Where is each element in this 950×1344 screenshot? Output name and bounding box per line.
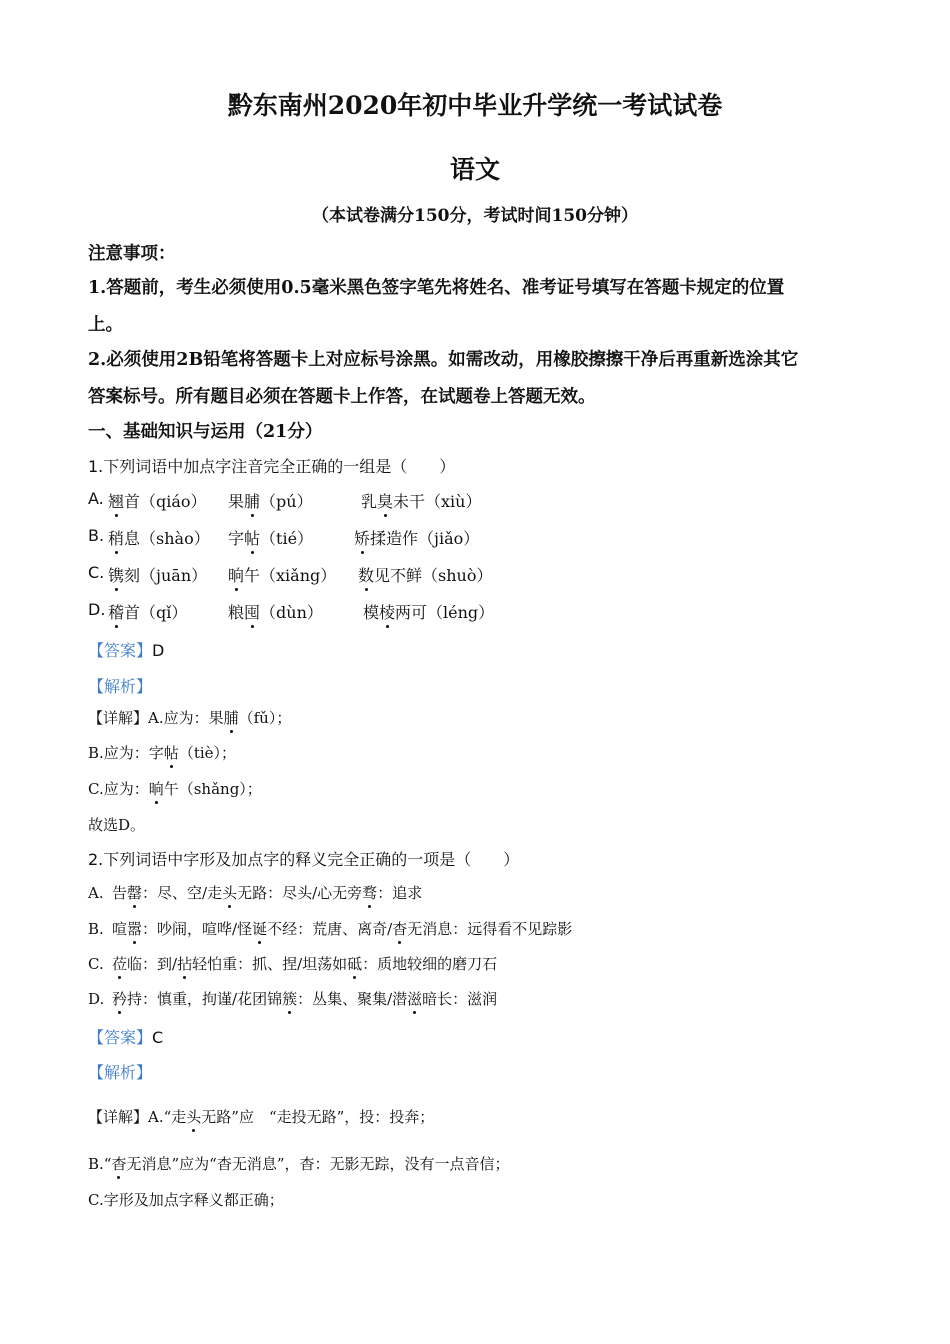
q2-option-a: A. 告罄：尽、空/走头无路：尽头/心无旁骛：追求: [88, 884, 423, 902]
q1-analysis-tag: 【解析】: [88, 677, 153, 696]
q1-detail-a: 【详解】A.应为：果脯（fǔ）；: [88, 709, 292, 727]
q1-stem: 1.下列词语中加点字注音完全正确的一组是（ ）: [88, 457, 456, 476]
q1-option-a: A. 翘首（qiáo） 果脯（pú） 乳臭未干（xiù）: [88, 489, 482, 511]
q2-option-b: B. 喧嚣：吵闹，喧哗/怪诞不经：荒唐、离奇/杳无消息：远得看不见踪影: [88, 920, 573, 938]
q2-stem: 2.下列词语中字形及加点字的释义完全正确的一项是（ ）: [88, 850, 520, 869]
section-1-heading: 一、基础知识与运用（21分）: [88, 422, 323, 442]
q1-c-word-2: 晌午（xiǎng）: [228, 563, 336, 586]
q1-b-word-1: 稍息（shào）: [108, 526, 210, 549]
q1-a-word-3: 乳臭未干（xiù）: [361, 489, 481, 512]
q1-b-word-2: 字帖（tié）: [228, 526, 313, 549]
q1-detail-b: B.应为：字帖（tiè）；: [88, 744, 237, 762]
score-time-note: （本试卷满分150分，考试时间150分钟）: [312, 206, 638, 226]
notice-item-2-line-1: 2.必须使用2B铅笔将答题卡上对应标号涂黑。如需改动，用橡胶擦擦干净后再重新选涂其它: [88, 350, 799, 370]
q1-d-word-1: 稽首（qǐ）: [108, 600, 187, 623]
q1-detail-c: C.应为：晌午（shǎng）；: [88, 780, 262, 798]
q1-a-word-1: 翘首（qiáo）: [108, 489, 207, 512]
q1-option-b: B. 稍息（shào） 字帖（tié） 矫揉造作（jiǎo）: [88, 526, 480, 548]
q2-analysis-tag: 【解析】: [88, 1063, 153, 1082]
q1-d-word-3: 模棱两可（léng）: [363, 600, 494, 623]
q1-c-word-3: 数见不鲜（shuò）: [358, 563, 492, 586]
q1-b-word-3: 矫揉造作（jiǎo）: [354, 526, 479, 549]
q2-detail-a: 【详解】A.“走头无路”应 “走投无路”，投：投奔；: [88, 1108, 435, 1126]
notice-item-1-line-1: 1.答题前，考生必须使用0.5毫米黑色签字笔先将姓名、准考证号填写在答题卡规定的位置: [88, 278, 785, 298]
q2-option-d: D. 矜持：慎重，拘谨/花团锦簇：丛集、聚集/潜滋暗长：滋润: [88, 990, 498, 1008]
exam-title: 黔东南州2020年初中毕业升学统一考试试卷: [227, 91, 723, 120]
q2-detail-c: C.字形及加点字释义都正确；: [88, 1191, 284, 1209]
q2-option-c: C. 莅临：到/拈轻怕重：抓、捏/坦荡如砥：质地较细的磨刀石: [88, 955, 498, 973]
notice-item-2-line-2: 答案标号。所有题目必须在答题卡上作答，在试题卷上答题无效。: [88, 387, 596, 407]
notice-item-1-line-2: 上。: [88, 315, 123, 335]
q2-detail-b: B.“杳无消息”应为“杳无消息”，杳：无影无踪，没有一点音信；: [88, 1155, 510, 1173]
q2-answer: 【答案】C: [88, 1028, 164, 1047]
q1-option-c: C. 镌刻（juān） 晌午（xiǎng） 数见不鲜（shuò）: [88, 563, 493, 585]
subject-title: 语文: [449, 155, 500, 184]
q1-a-word-2: 果脯（pú）: [228, 489, 313, 512]
q1-answer: 【答案】D: [88, 641, 165, 660]
q1-conclusion: 故选D。: [88, 816, 146, 834]
q1-c-word-1: 镌刻（juān）: [108, 563, 207, 586]
notice-heading: 注意事项：: [88, 244, 176, 264]
q1-d-word-2: 粮囤（dùn）: [228, 600, 323, 623]
q1-option-d: D. 稽首（qǐ） 粮囤（dùn） 模棱两可（léng）: [88, 600, 495, 622]
